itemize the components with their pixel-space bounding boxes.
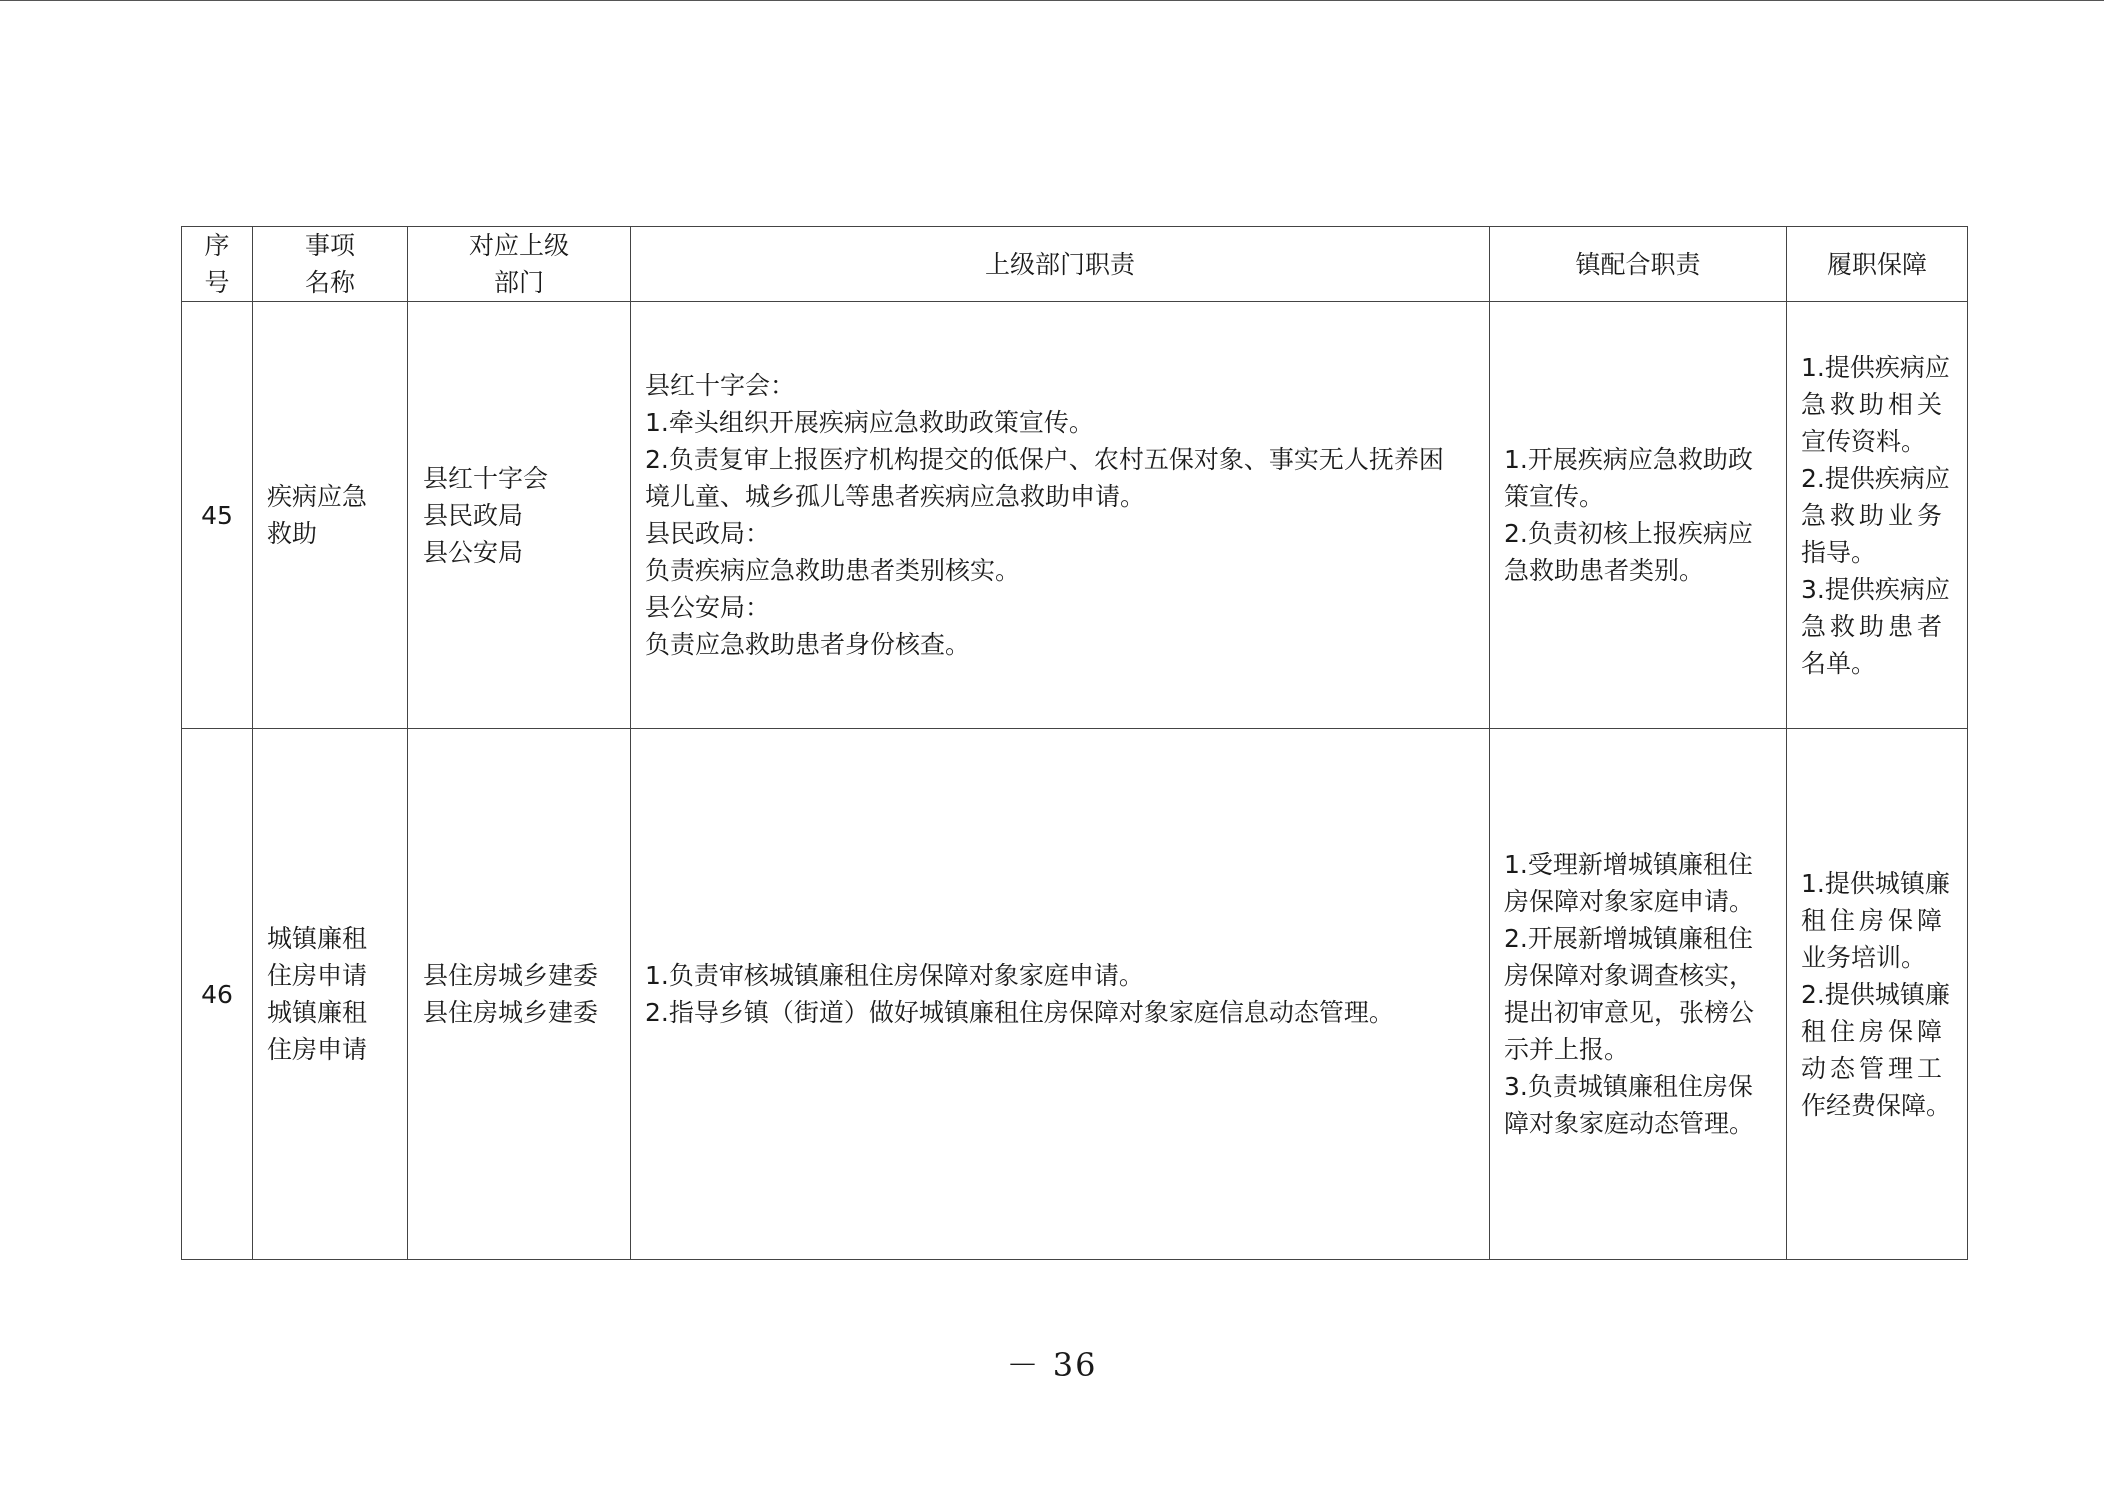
header-guarantee: 履职保障 bbox=[1787, 227, 1968, 302]
town-line: 2.开展新增城镇廉租住 bbox=[1504, 924, 1753, 953]
item-name-line: 住房申请 bbox=[267, 961, 368, 990]
header-no-line: 序 bbox=[204, 231, 230, 260]
item-name-line: 疾病应急 bbox=[267, 482, 368, 511]
header-town: 镇配合职责 bbox=[1490, 227, 1787, 302]
duties-line: 境儿童、城乡孤儿等患者疾病应急救助申请。 bbox=[645, 482, 1146, 511]
dept-line: 县住房城乡建委 bbox=[423, 998, 599, 1027]
guarantee-line: 租住房保障 bbox=[1801, 905, 1947, 935]
guarantee-line: 2.提供疾病应 bbox=[1801, 463, 1950, 493]
guarantee-line: 租住房保障 bbox=[1801, 1016, 1947, 1046]
item-name-line: 城镇廉租 bbox=[267, 924, 368, 953]
header-no bbox=[182, 227, 253, 302]
page-top-border bbox=[0, 0, 2104, 1]
dept-line: 县公安局 bbox=[423, 537, 524, 567]
header-dept-line: 对应上级 bbox=[468, 231, 569, 260]
guarantee-line: 急救助相关 bbox=[1801, 389, 1947, 419]
town-line: 2.负责初核上报疾病应 bbox=[1504, 519, 1753, 548]
header-duties: 上级部门职责 bbox=[631, 227, 1490, 302]
item-name-line: 救助 bbox=[267, 519, 318, 548]
guarantee bbox=[1787, 302, 1968, 729]
guarantee-line: 动态管理工 bbox=[1801, 1053, 1947, 1083]
guarantee-line: 名单。 bbox=[1801, 648, 1877, 678]
guarantee-line: 2.提供城镇廉 bbox=[1801, 979, 1950, 1009]
guarantee-line: 业务培训。 bbox=[1801, 942, 1927, 972]
guarantee-line: 1.提供城镇廉 bbox=[1801, 868, 1950, 898]
duties-line: 2.负责复审上报医疗机构提交的低保户、农村五保对象、事实无人抚养困 bbox=[645, 445, 1444, 474]
dept-line: 县红十字会 bbox=[423, 463, 549, 493]
header-no-line: 号 bbox=[204, 268, 230, 297]
dept-line: 县住房城乡建委 bbox=[423, 961, 599, 990]
table-row-46 bbox=[182, 729, 1968, 1260]
guarantee-line: 急救助患者 bbox=[1801, 611, 1947, 641]
guarantee-line: 急救助业务 bbox=[1801, 500, 1947, 530]
superior-duties bbox=[631, 302, 1490, 729]
duties-line: 负责疾病应急救助患者类别核实。 bbox=[645, 556, 1021, 585]
row-number: 45 bbox=[182, 302, 253, 729]
guarantee-line: 作经费保障。 bbox=[1801, 1090, 1952, 1120]
header-dept bbox=[408, 227, 631, 302]
page-number: － 36 bbox=[1006, 1346, 1098, 1384]
item-name-line: 城镇廉租 bbox=[267, 998, 368, 1027]
duties-line: 2.指导乡镇（街道）做好城镇廉租住房保障对象家庭信息动态管理。 bbox=[645, 998, 1394, 1027]
town-line: 示并上报。 bbox=[1504, 1035, 1630, 1064]
duties-line: 县民政局： bbox=[645, 519, 771, 548]
superior-dept bbox=[408, 729, 631, 1260]
table-row-45 bbox=[182, 302, 1968, 729]
guarantee-line: 1.提供疾病应 bbox=[1801, 352, 1950, 382]
town-line: 急救助患者类别。 bbox=[1504, 556, 1705, 585]
guarantee-line: 宣传资料。 bbox=[1801, 426, 1927, 456]
guarantee bbox=[1787, 729, 1968, 1260]
duties-line: 1.牵头组织开展疾病应急救助政策宣传。 bbox=[645, 408, 1094, 437]
town-line: 1.受理新增城镇廉租住 bbox=[1504, 850, 1753, 879]
town-line: 3.负责城镇廉租住房保 bbox=[1504, 1072, 1753, 1101]
town-line: 1.开展疾病应急救助政 bbox=[1504, 445, 1753, 474]
header-name bbox=[253, 227, 408, 302]
town-line: 策宣传。 bbox=[1504, 482, 1605, 511]
town-line: 房保障对象调查核实， bbox=[1504, 961, 1755, 990]
duties-table bbox=[181, 226, 1968, 1260]
header-name-line: 事项 bbox=[304, 231, 355, 260]
town-duties bbox=[1490, 729, 1787, 1260]
item-name-line: 住房申请 bbox=[267, 1035, 368, 1064]
duties-line: 1.负责审核城镇廉租住房保障对象家庭申请。 bbox=[645, 961, 1144, 990]
duties-line: 县红十字会： bbox=[645, 371, 796, 400]
row-number: 46 bbox=[182, 729, 253, 1260]
town-line: 障对象家庭动态管理。 bbox=[1504, 1109, 1755, 1138]
header-row bbox=[182, 227, 1968, 302]
town-line: 提出初审意见，张榜公 bbox=[1504, 998, 1755, 1027]
superior-duties bbox=[631, 729, 1490, 1260]
guarantee-line: 指导。 bbox=[1801, 537, 1877, 567]
item-name bbox=[253, 729, 408, 1260]
superior-dept bbox=[408, 302, 631, 729]
town-line: 房保障对象家庭申请。 bbox=[1504, 887, 1755, 916]
item-name bbox=[253, 302, 408, 729]
header-name-line: 名称 bbox=[304, 268, 355, 297]
duties-line: 负责应急救助患者身份核查。 bbox=[645, 630, 971, 659]
dept-line: 县民政局 bbox=[423, 500, 524, 530]
duties-line: 县公安局： bbox=[645, 593, 771, 622]
guarantee-line: 3.提供疾病应 bbox=[1801, 574, 1950, 604]
header-dept-line: 部门 bbox=[493, 268, 544, 297]
town-duties bbox=[1490, 302, 1787, 729]
